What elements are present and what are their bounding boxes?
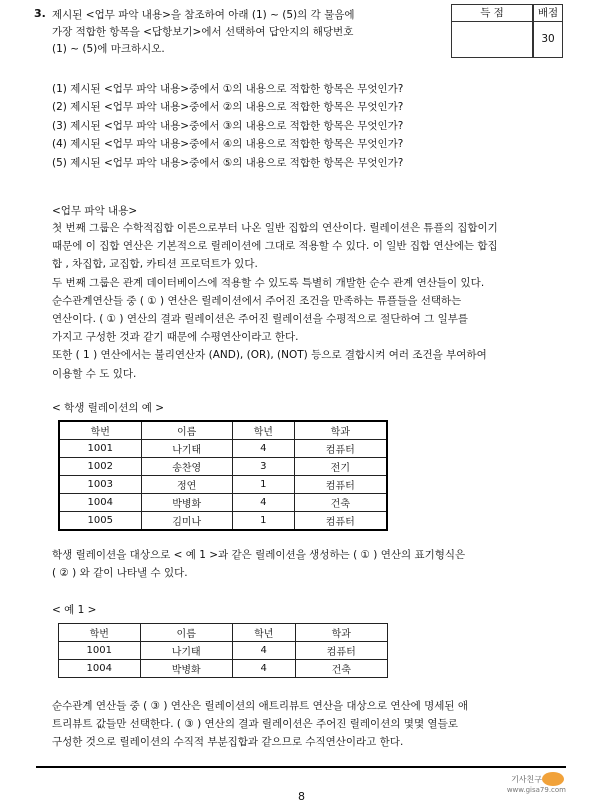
sub-question: (5) 제시된 <업무 파악 내용>중에서 ⑤의 내용으로 적합한 항목은 무엇인가? — [52, 156, 404, 169]
sub-question: (2) 제시된 <업무 파악 내용>중에서 ②의 내용으로 적합한 항목은 무엇인가? — [52, 101, 404, 114]
table-cell: 박병화 — [140, 660, 232, 678]
table-cell: 4 — [232, 642, 295, 660]
table-cell: 1005 — [59, 512, 141, 531]
table-cell: 1002 — [59, 458, 141, 476]
table-header: 학년 — [232, 421, 294, 440]
table-cell: 전기 — [294, 458, 387, 476]
table-header-row — [59, 421, 387, 440]
sub-question: (1) 제시된 <업무 파악 내용>중에서 ①의 내용으로 적합한 항목은 무엇인가? — [52, 83, 404, 95]
logo-mark-icon — [542, 772, 564, 786]
table-cell: 1004 — [59, 660, 141, 678]
table-cell: 1004 — [59, 494, 141, 512]
paragraph-line: 학생 릴레이션을 대상으로 < 예 1 >과 같은 릴레이션을 생성하는 ( ① ) 연산의 표기형식은 — [52, 549, 466, 561]
points-value: 30 — [541, 33, 555, 45]
logo-brand-text: 기사친구 — [511, 775, 542, 784]
paragraph-line: 때문에 이 집합 연산은 기본적으로 릴레이션에 그대로 적용할 수 있다. 이 일반 집합 연산에는 합집 — [52, 240, 498, 253]
table-header: 학과 — [295, 624, 387, 642]
table-cell: 건축 — [295, 660, 387, 678]
table-cell: 컴퓨터 — [294, 476, 387, 494]
table-row — [59, 494, 387, 512]
score-box — [451, 4, 533, 58]
paragraph-line: 연산이다. ( ① ) 연산의 결과 릴레이션은 주어진 릴레이션을 수평적으로 절단하여 그 일부를 — [52, 313, 468, 326]
question-line: (1) ~ (5)에 마크하시오. — [52, 43, 165, 55]
paragraph-3 — [52, 697, 566, 752]
example-title: < 예 1 > — [52, 604, 97, 616]
table-cell: 정연 — [141, 476, 232, 494]
question-line: 제시된 <업무 파악 내용>을 참조하여 아래 (1) ~ (5)의 각 물음에 — [52, 9, 355, 21]
example-table — [58, 623, 388, 678]
paragraph-line: 또한 ( 1 ) 연산에서는 불리연산자 (AND), (OR), (NOT) 등으로 결합시켜 여러 조건을 부여하여 — [52, 349, 487, 362]
table-cell: 1003 — [59, 476, 141, 494]
table-header: 학번 — [59, 624, 141, 642]
table-header: 이름 — [140, 624, 232, 642]
table-cell: 컴퓨터 — [294, 512, 387, 531]
paragraph-line: 가지고 구성한 것과 같기 때문에 수평연산이라고 한다. — [52, 331, 299, 344]
page-number: 8 — [298, 790, 305, 803]
sub-question: (4) 제시된 <업무 파악 내용>중에서 ④의 내용으로 적합한 항목은 무엇인가? — [52, 138, 404, 151]
site-url: www.gisa79.com — [506, 786, 566, 794]
table-header: 학년 — [232, 624, 295, 642]
sub-question: (3) 제시된 <업무 파악 내용>중에서 ③의 내용으로 적합한 항목은 무엇인가? — [52, 119, 404, 132]
score-label: 득 점 — [452, 5, 532, 22]
sub-question-list — [52, 80, 472, 172]
student-table — [58, 420, 388, 531]
table-cell: 컴퓨터 — [294, 440, 387, 458]
paragraph-line: ( ② ) 와 같이 나타낼 수 있다. — [52, 567, 188, 580]
table-row — [59, 440, 387, 458]
points-box — [533, 4, 563, 58]
table-header: 학과 — [294, 421, 387, 440]
student-table-title: < 학생 릴레이션의 예 > — [52, 402, 165, 414]
table-header-row — [59, 624, 388, 642]
table-cell: 건축 — [294, 494, 387, 512]
paragraph-line: 순수관계 연산들 중 ( ③ ) 연산은 릴레이션의 애트리뷰트 연산을 대상으로 연산에 명세된 애 — [52, 700, 468, 712]
section-title: <업무 파악 내용> — [52, 205, 138, 217]
table-cell: 송찬영 — [141, 458, 232, 476]
table-header: 학번 — [59, 421, 141, 440]
table-row — [59, 476, 387, 494]
question-line: 가장 적합한 항목을 <답항보기>에서 선택하여 답안지의 해당번호 — [52, 26, 354, 38]
table-row — [59, 458, 387, 476]
footer-divider — [36, 766, 566, 768]
table-cell: 컴퓨터 — [295, 642, 387, 660]
table-cell: 나기태 — [140, 642, 232, 660]
table-cell: 박병화 — [141, 494, 232, 512]
table-cell: 4 — [232, 494, 294, 512]
table-row — [59, 512, 387, 531]
table-row — [59, 660, 388, 678]
paragraph-line: 순수관계연산들 중 ( ① ) 연산은 릴레이션에서 주어진 조건을 만족하는 튜플들을 선택하는 — [52, 294, 462, 307]
table-cell: 1001 — [59, 642, 141, 660]
table-cell: 4 — [232, 440, 294, 458]
table-row — [59, 642, 388, 660]
question-number: 3. — [34, 7, 46, 20]
table-cell: 김미나 — [141, 512, 232, 531]
table-cell: 3 — [232, 458, 294, 476]
paragraph-line: 첫 번째 그룹은 수학적집합 이론으로부터 나온 일반 집합의 연산이다. 릴레이션은 튜플의 집합이기 — [52, 222, 498, 234]
paragraph-line: 구성한 것으로 릴레이션의 수직적 부분집합과 같으므로 수직연산이라고 한다. — [52, 736, 404, 749]
table-cell: 나기태 — [141, 440, 232, 458]
question-text — [52, 7, 432, 58]
site-logo — [496, 772, 566, 798]
table-header: 이름 — [141, 421, 232, 440]
table-cell: 1 — [232, 476, 294, 494]
paragraph-line: 합 , 차집합, 교집합, 카티션 프로덕트가 있다. — [52, 258, 258, 271]
paragraph-2 — [52, 546, 566, 582]
table-cell: 1 — [232, 512, 294, 531]
paragraph-line: 트리뷰트 값들만 선택한다. ( ③ ) 연산의 결과 릴레이션은 주어진 릴레이션의 몇몇 열들로 — [52, 718, 458, 731]
paragraph-line: 이용할 수 도 있다. — [52, 367, 137, 380]
paragraph-line: 두 번째 그룹은 관계 데이터베이스에 적용할 수 있도록 특별히 개발한 순수 관계 연산들이 있다. — [52, 276, 485, 289]
table-cell: 4 — [232, 660, 295, 678]
table-cell: 1001 — [59, 440, 141, 458]
paragraph-1 — [52, 219, 566, 383]
points-label: 배점 — [534, 5, 562, 22]
